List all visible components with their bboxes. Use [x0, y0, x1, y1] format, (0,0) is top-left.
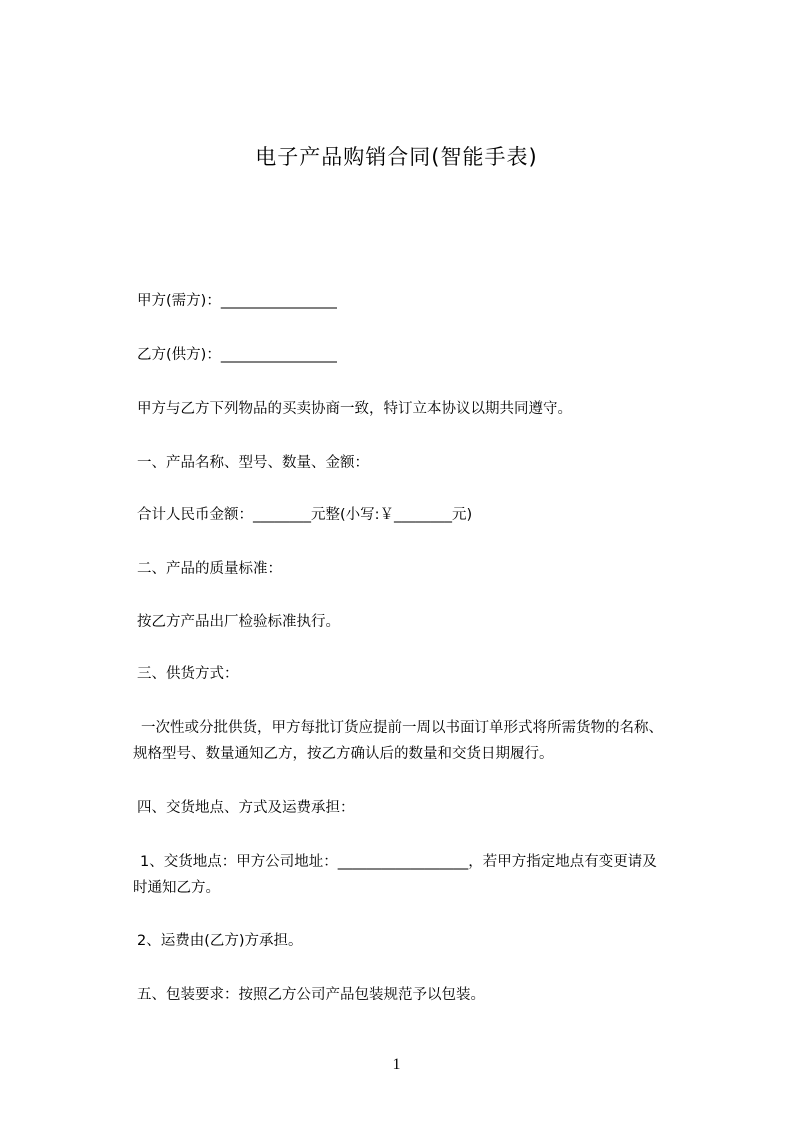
section-1-heading: 一、产品名称、型号、数量、金额： [137, 455, 369, 471]
section-3-body-line-2: 规格型号、数量通知乙方，按乙方确认后的数量和交货日期履行。 [133, 746, 554, 762]
section-4-heading: 四、交货地点、方式及运费承担： [137, 800, 355, 816]
section-3-body-line-1: 一次性或分批供货，甲方每批订货应提前一周以书面订单形式将所需货物的名称、 [141, 720, 663, 736]
page-number: 1 [392, 1056, 401, 1073]
section-4-item-1-line-1: 1、交货地点：甲方公司地址：__________________，若甲方指定地点有变更请及 [140, 854, 657, 870]
section-2-heading: 二、产品的质量标准： [137, 561, 282, 577]
section-4-item-1-line-2: 时通知乙方。 [133, 880, 220, 896]
section-3-heading: 三、供货方式： [137, 666, 239, 682]
section-2-body: 按乙方产品出厂检验标准执行。 [137, 614, 340, 630]
document-title: 电子产品购销合同(智能手表) [255, 145, 538, 169]
intro-paragraph: 甲方与乙方下列物品的买卖协商一致，特订立本协议以期共同遵守。 [137, 401, 572, 417]
party-a-line: 甲方(需方)：________________ [137, 293, 337, 309]
section-5: 五、包装要求：按照乙方公司产品包装规范予以包装。 [137, 987, 485, 1003]
party-b-line: 乙方(供方)：________________ [137, 347, 337, 363]
section-4-item-2: 2、运费由(乙方)方承担。 [137, 933, 303, 949]
section-1-total-amount: 合计人民币金额：________元整(小写:￥________元) [137, 507, 473, 523]
